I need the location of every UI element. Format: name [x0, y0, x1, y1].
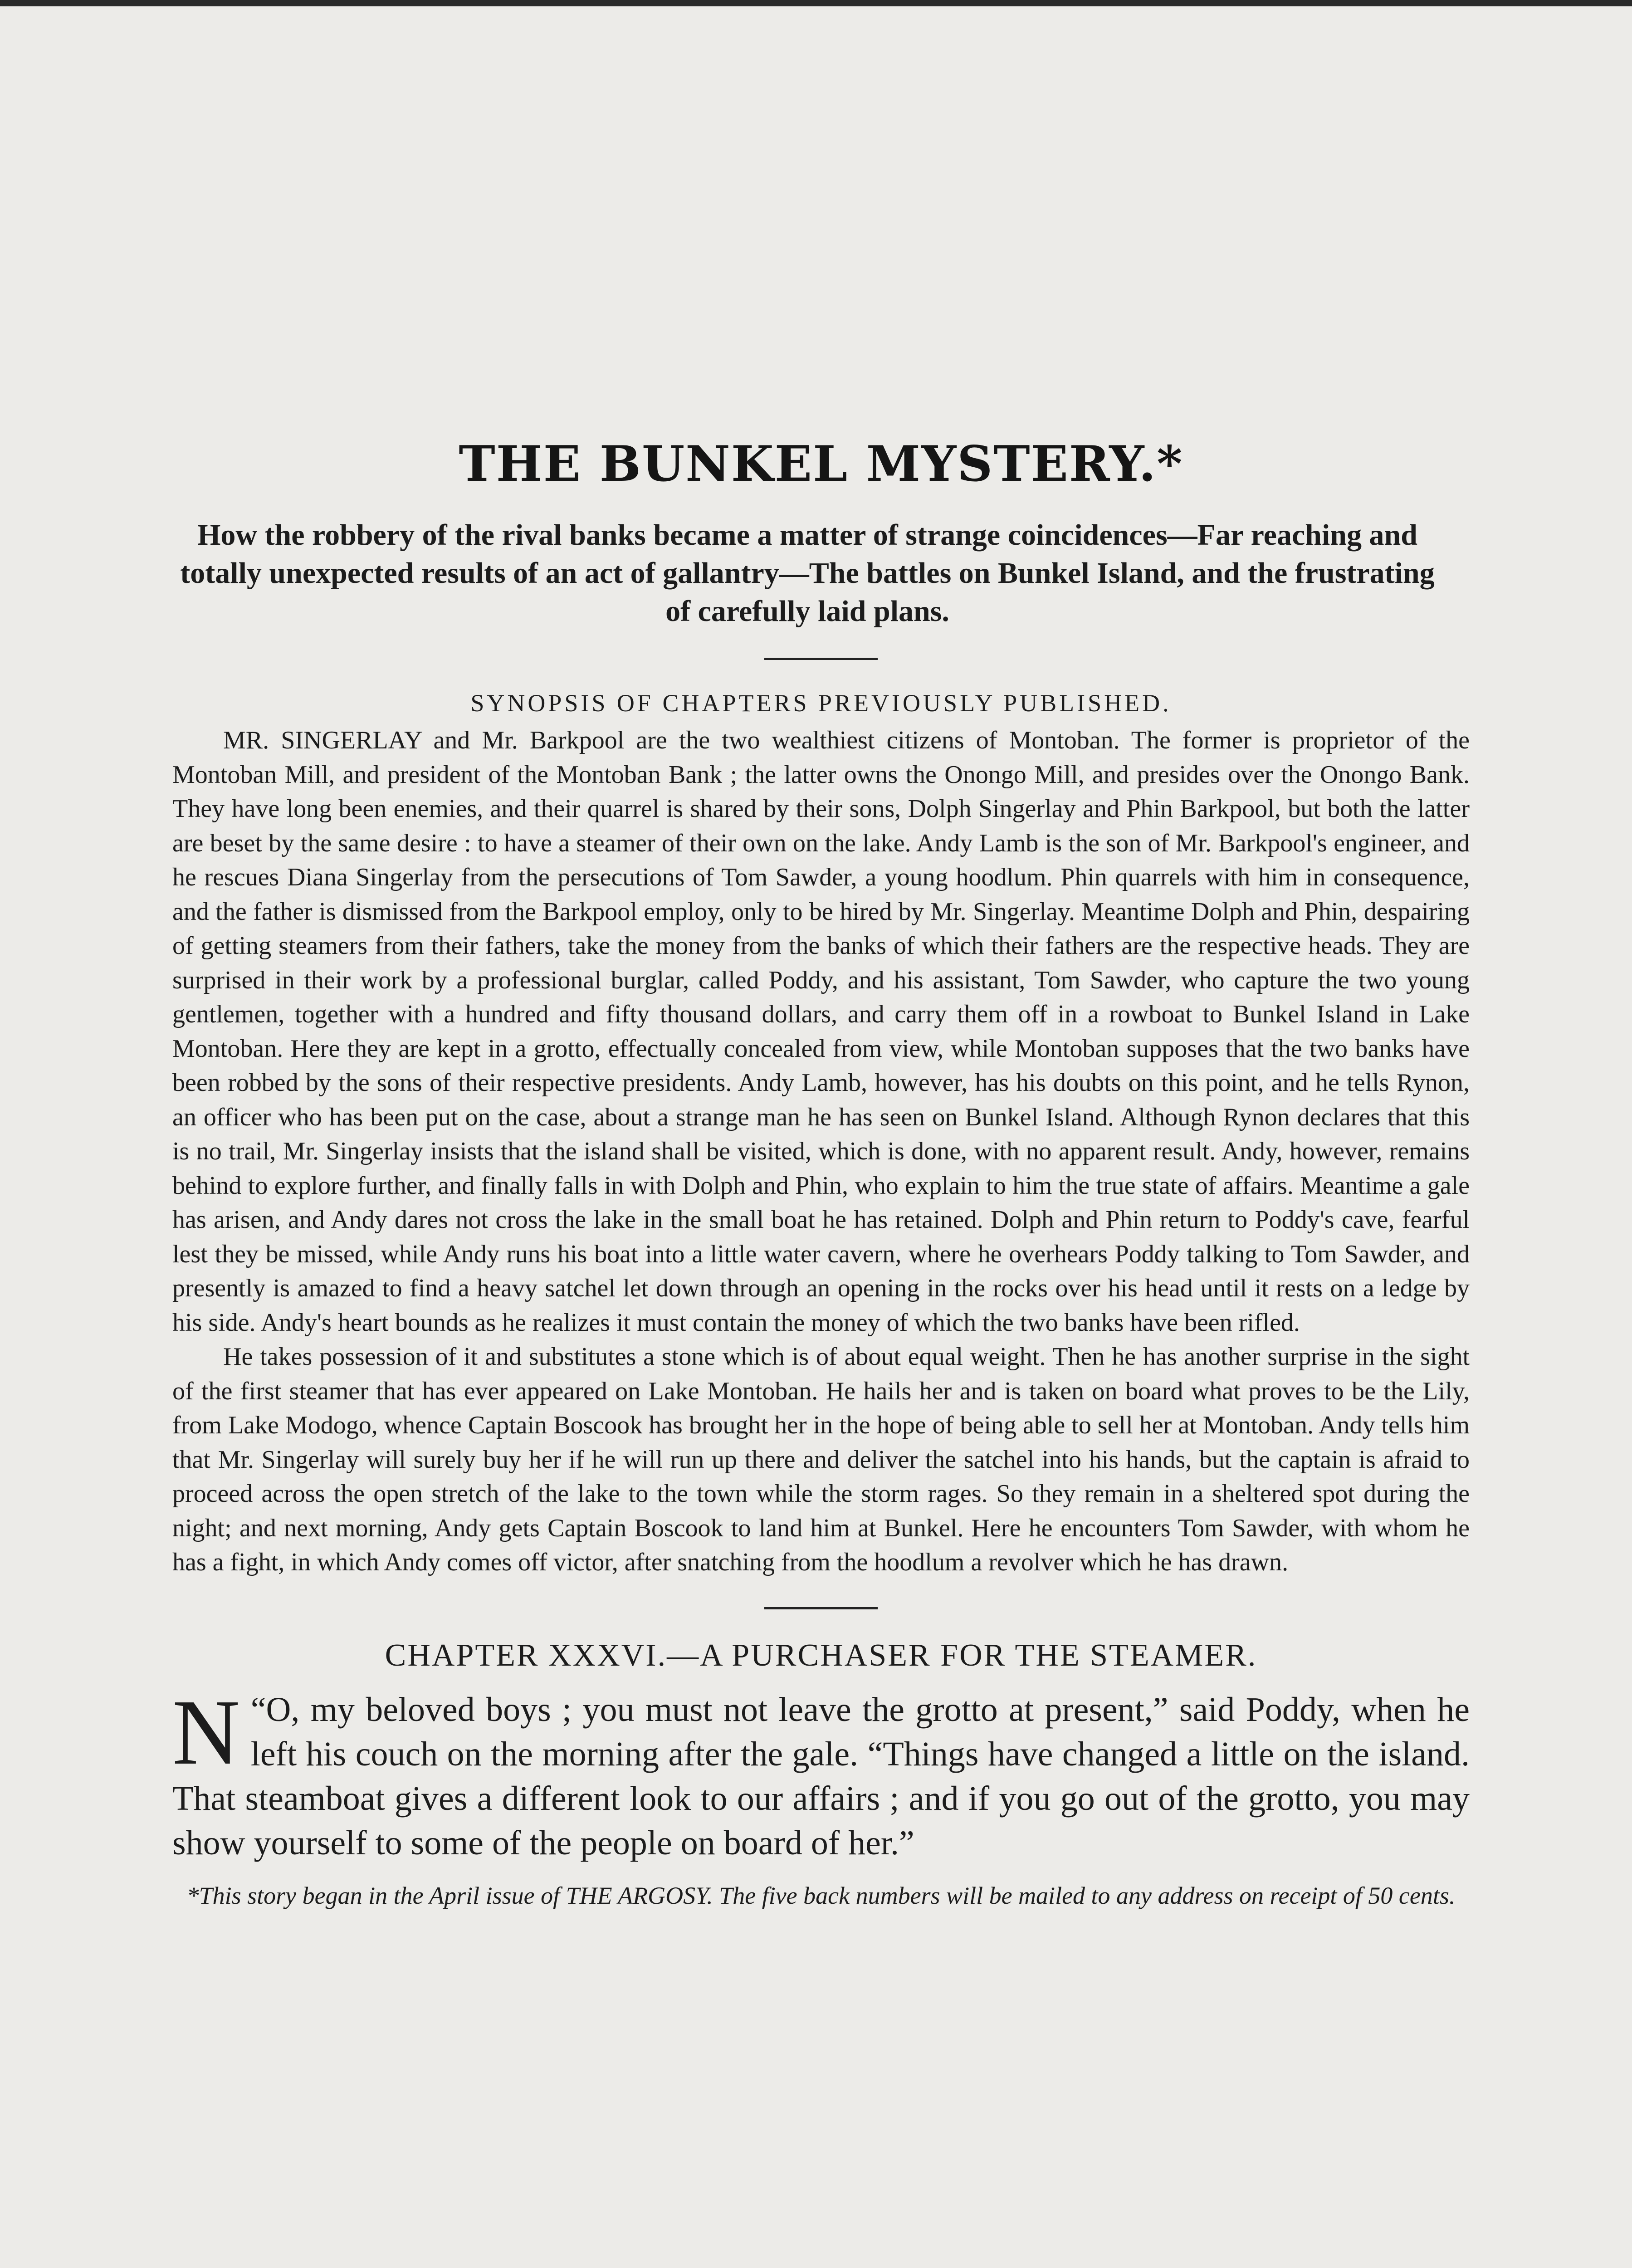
synopsis-paragraph: He takes possession of it and substitutes a stone which is of about equal weight. Then he has another surprise in the sight of the first steamer that has ever appeared on Lake Montoban. He hails her and is taken on board what proves to be the Lily, from Lake Modogo, whence Captain Boscook has brought her in the hope of being able to sell her at Montoban. Andy tells him that Mr. Singerlay will surely buy her if he will run up there and deliver the satchel into his hands, but the captain is afraid to proceed across the open stretch of the lake to the town while the storm rages. So they remain in a sheltered spot during the night; and next morning, Andy gets Captain Boscook to land him at Bunkel. Here he encounters Tom Sawder, with whom he has a fight, in which Andy comes off victor, after snatching from the hoodlum a revolver which he has drawn.: [172, 1343, 1470, 1576]
section-divider: [764, 1607, 878, 1609]
story-page: [172, 435, 1470, 1912]
synopsis-heading: SYNOPSIS OF CHAPTERS PREVIOUSLY PUBLISHED.: [470, 689, 1172, 717]
chapter-heading: CHAPTER XXXVI.—A PURCHASER FOR THE STEAMER.: [385, 1637, 1257, 1673]
top-edge-rule: [0, 0, 1632, 6]
opening-quote-mark: “: [250, 1690, 266, 1729]
section-divider: [764, 658, 878, 660]
footnote: *This story began in the April issue of THE ARGOSY. The five back numbers will be mailed to any address on receipt of 50 cents.: [186, 1882, 1456, 1909]
drop-cap: N: [172, 1680, 240, 1784]
chapter-opening-paragraph: [172, 1680, 1470, 1865]
story-subtitle: How the robbery of the rival banks became a matter of strange coincidences—Far reaching and totally unexpected results of an act of gallantry—The battles on Bunkel Island, and the frustrating of carefully laid plans.: [180, 518, 1435, 628]
opening-text: O, my beloved boys ; you must not leave the grotto at present,” said Poddy, when he left his couch on the morning after the gale. “Things have changed a little on the island. That steamboat gives a different look to our affairs ; and if you go out of the grotto, you may show yourself to some of the people on board of her.”: [172, 1690, 1470, 1862]
synopsis-paragraph: MR. SINGERLAY and Mr. Barkpool are the two wealthiest citizens of Montoban. The former is proprietor of the Montoban Mill, and president of the Montoban Bank ; the latter owns the Onongo Mill, and presides over the Onongo Bank. They have long been enemies, and their quarrel is shared by their sons, Dolph Singerlay and Phin Barkpool, but both the latter are beset by the same desire : to have a steamer of their own on the lake. Andy Lamb is the son of Mr. Barkpool's engineer, and he rescues Diana Singerlay from the persecutions of Tom Sawder, a young hoodlum. Phin quarrels with him in consequence, and the father is dismissed from the Barkpool employ, only to be hired by Mr. Singerlay. Meantime Dolph and Phin, despairing of getting steamers from their fathers, take the money from the banks of which their fathers are the respective heads. They are surprised in their work by a professional burglar, called Poddy, and his assistant, Tom Sawder, who capture the two young gentlemen, together with a hundred and fifty thousand dollars, and carry them off in a rowboat to Bunkel Island in Lake Montoban. Here they are kept in a grotto, effectually concealed from view, while Montoban supposes that the two banks have been robbed by the sons of their respective presidents. Andy Lamb, however, has his doubts on this point, and he tells Rynon, an officer who has been put on the case, about a strange man he has seen on Bunkel Island. Although Rynon declares that this is no trail, Mr. Singerlay insists that the island shall be visited, which is done, with no apparent result. Andy, however, remains behind to explore further, and finally falls in with Dolph and Phin, who explain to him the true state of affairs. Meantime a gale has arisen, and Andy dares not cross the lake in the small boat he has retained. Dolph and Phin return to Poddy's cave, fearful lest they be missed, while Andy runs his boat into a little water cavern, where he overhears Poddy talking to Tom Sawder, and presently is amazed to find a heavy satchel let down through an opening in the rocks over his head until it rests on a ledge by his side. Andy's heart bounds as he realizes it must contain the money of which the two banks have been rifled.: [172, 726, 1470, 1337]
story-title: THE BUNKEL MYSTERY.*: [459, 435, 1183, 493]
